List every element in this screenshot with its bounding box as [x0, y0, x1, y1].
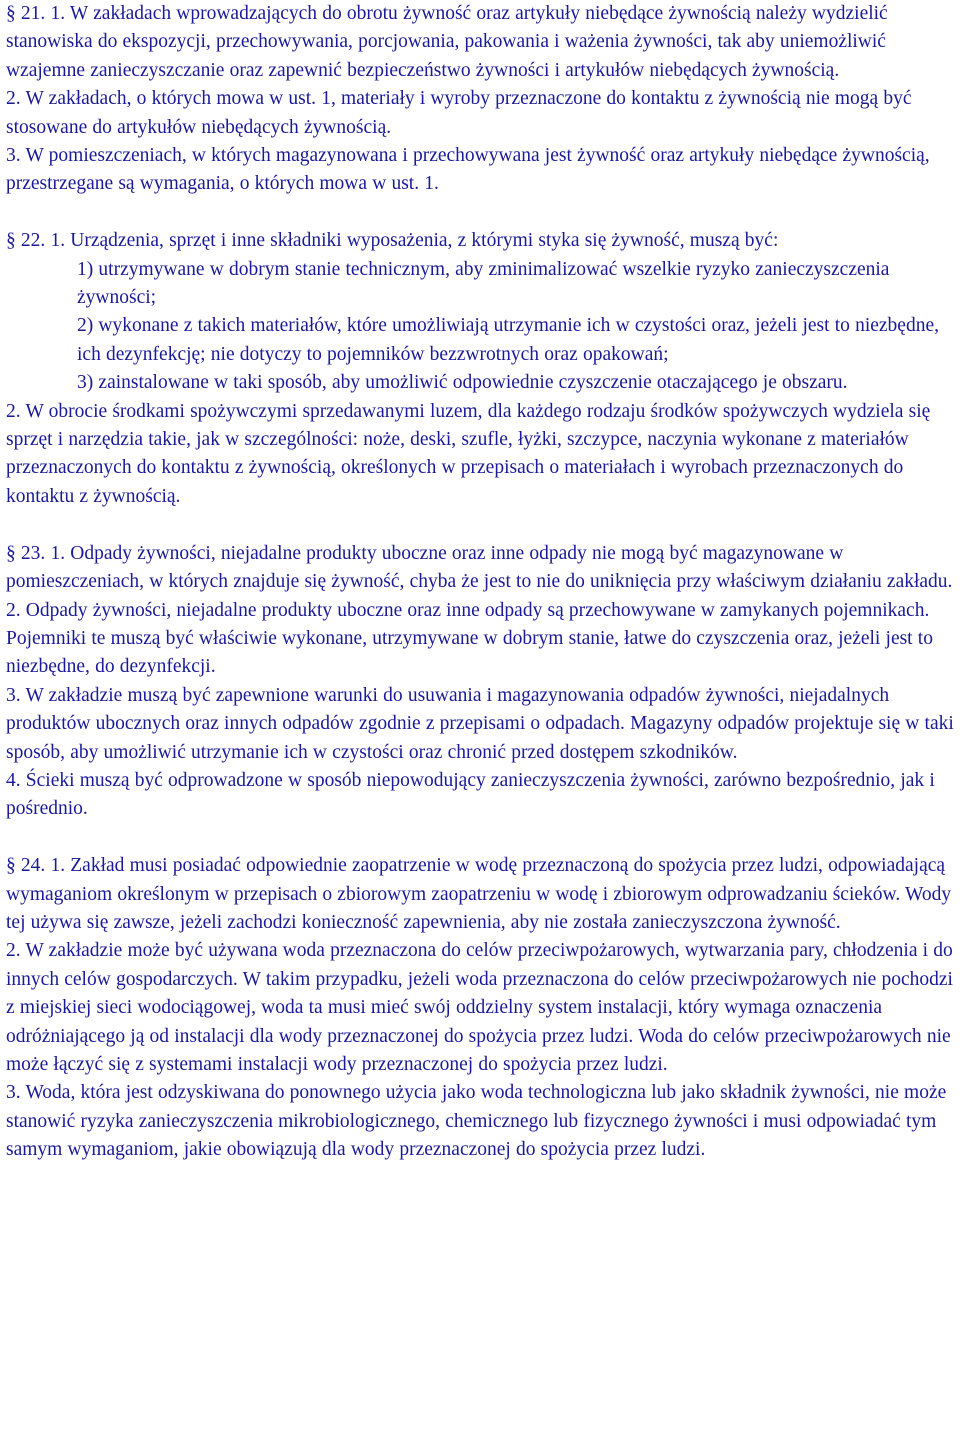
paragraph-gap — [6, 511, 958, 539]
section-22-item-2: 2) wykonane z takich materiałów, które umożliwiają utrzymanie ich w czystości oraz, jeżeli jest to niezbędne, ich dezynfekcję; nie dotyczy to pojemników bezzwrotnych oraz opakowań; — [77, 315, 939, 365]
section-22 — [6, 227, 958, 511]
section-22-paragraph-2: 2. W obrocie środkami spożywczymi sprzedawanymi luzem, dla każdego rodzaju środków spożywczych wydziela się sprzęt i narzędzia takie, jak w szczególności: noże, deski, szufle, łyżki, szczypce, naczynia wykonane z materiałów przeznaczonych do kontaktu z żywnością, określonych w przepisach o materiałach i wyrobach przeznaczonych do kontaktu z żywnością. — [6, 400, 931, 507]
document-page — [6, 0, 958, 1165]
section-24-paragraph-2: 2. W zakładzie może być używana woda przeznaczona do celów przeciwpożarowych, wytwarzania pary, chłodzenia i do innych celów gospodarczych. W takim przypadku, jeżeli woda przeznaczona do celów przeciwpożarowych nie pochodzi z miejskiej sieci wodociągowej, woda ta musi mieć swój oddzielny system instalacji, który wymaga oznaczenia odróżniającego ją od instalacji dla wody przeznaczonej do spożycia przez ludzi. Woda do celów przeciwpożarowych nie może łączyć się z systemami instalacji wody przeznaczonej do spożycia przez ludzi. — [6, 940, 953, 1075]
section-24 — [6, 852, 958, 1164]
section-23-paragraph-2: 2. Odpady żywności, niejadalne produkty uboczne oraz inne odpady są przechowywane w zamykanych pojemnikach. Pojemniki te muszą być właściwie wykonane, utrzymywane w dobrym stanie, łatwe do czyszczenia oraz, jeżeli jest to niezbędne, do dezynfekcji. — [6, 599, 933, 678]
section-24-paragraph-3: 3. Woda, która jest odzyskiwana do ponownego użycia jako woda technologiczna lub jako składnik żywności, nie może stanowić ryzyka zanieczyszczenia mikrobiologicznego, chemicznego lub fizycznego żywności i musi odpowiadać tym samym wymaganiom, jakie obowiązują dla wody przeznaczonej do spożycia przez ludzi. — [6, 1082, 947, 1161]
section-21 — [6, 0, 958, 199]
section-23-paragraph-1: § 23. 1. Odpady żywności, niejadalne produkty uboczne oraz inne odpady nie mogą być magazynowane w pomieszczeniach, w których znajduje się żywność, chyba że jest to nie do uniknięcia przy właściwym działaniu zakładu. — [6, 542, 953, 593]
paragraph-gap — [6, 199, 958, 227]
section-21-paragraph-1: § 21. 1. W zakładach wprowadzających do obrotu żywność oraz artykuły niebędące żywnością należy wydzielić stanowiska do ekspozycji, przechowywania, porcjowania, pakowania i ważenia żywności, tak aby uniemożliwić wzajemne zanieczyszczanie oraz zapewnić bezpieczeństwo żywności i artykułów niebędących żywnością. — [6, 3, 888, 81]
section-24-paragraph-1: § 24. 1. Zakład musi posiadać odpowiednie zaopatrzenie w wodę przeznaczoną do spożycia przez ludzi, odpowiadającą wymaganiom określonym w przepisach o zbiorowym zaopatrzeniu w wodę i zbiorowym odprowadzaniu ścieków. Wody tej używa się zawsze, jeżeli zachodzi konieczność zapewnienia, aby nie została zanieczyszczona żywność. — [6, 855, 952, 933]
section-23 — [6, 540, 958, 824]
section-23-paragraph-4: 4. Ścieki muszą być odprowadzone w sposób niepowodujący zanieczyszczenia żywności, zarówno bezpośrednio, jak i pośrednio. — [6, 769, 935, 820]
section-22-item-3: 3) zainstalowane w taki sposób, aby umożliwić odpowiednie czyszczenie otaczającego je obszaru. — [77, 372, 848, 394]
paragraph-gap — [6, 824, 958, 852]
section-23-paragraph-3: 3. W zakładzie muszą być zapewnione warunki do usuwania i magazynowania odpadów żywności, niejadalnych produktów ubocznych oraz innych odpadów zgodnie z przepisami o odpadach. Magazyny odpadów projektuje się w taki sposób, aby umożliwić utrzymanie ich w czystości oraz chronić przed dostępem szkodników. — [6, 684, 954, 763]
section-22-item-1: 1) utrzymywane w dobrym stanie technicznym, aby zminimalizować wszelkie ryzyko zanieczyszczenia żywności; — [77, 258, 890, 309]
section-22-paragraph-1: § 22. 1. Urządzenia, sprzęt i inne składniki wyposażenia, z którymi styka się żywność, muszą być: — [6, 230, 779, 252]
section-21-paragraph-3: 3. W pomieszczeniach, w których magazynowana i przechowywana jest żywność oraz artykuły niebędące żywnością, przestrzegane są wymagania, o których mowa w ust. 1. — [6, 145, 930, 195]
section-21-paragraph-2: 2. W zakładach, o których mowa w ust. 1, materiały i wyroby przeznaczone do kontaktu z żywnością nie mogą być stosowane do artykułów niebędących żywnością. — [6, 88, 912, 138]
